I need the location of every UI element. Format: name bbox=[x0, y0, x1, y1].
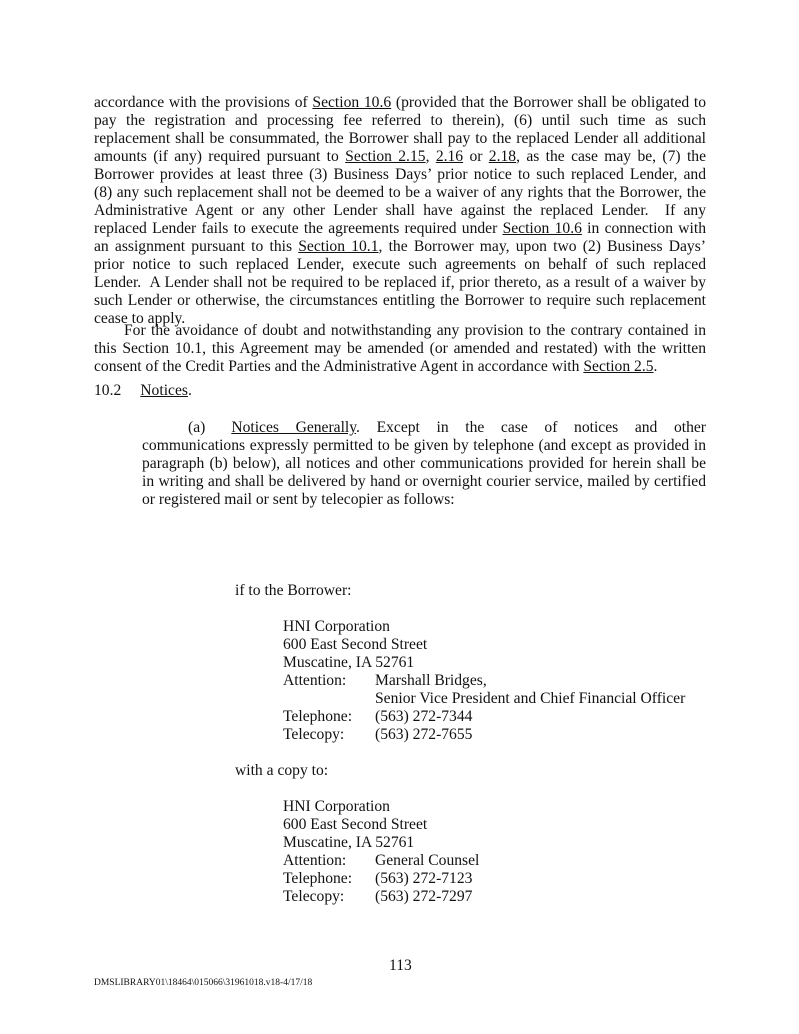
paragraph-text: Administrative Agent or any other Lender shall have against the replaced Lender. If any bbox=[94, 202, 706, 219]
paragraph-text: For the avoidance of doubt and notwithstanding any provision to the contrary contained in bbox=[124, 322, 706, 339]
paragraph-line bbox=[94, 130, 706, 148]
paragraph-text: , as the case may be, (7) the bbox=[516, 148, 706, 165]
telephone-label: Telephone: bbox=[283, 708, 353, 725]
paragraph-line bbox=[94, 274, 706, 292]
paragraph-line bbox=[94, 148, 706, 166]
paragraph-line bbox=[94, 322, 706, 340]
paragraph-text: , bbox=[425, 148, 436, 165]
paragraph-text: , the Borrower may, upon two (2) Business Days’ bbox=[378, 238, 706, 255]
telecopy-value: (563) 272-7297 bbox=[375, 888, 473, 905]
paragraph-line bbox=[94, 238, 706, 256]
paragraph-line bbox=[94, 292, 706, 310]
paragraph-text: or bbox=[463, 148, 489, 165]
paragraph-text: (8) any such replacement shall not be deemed to be a waiver of any rights that the Borrower, the bbox=[94, 184, 706, 201]
attention bbox=[283, 690, 685, 708]
paragraph-text: in connection with bbox=[581, 220, 707, 237]
paragraph-line bbox=[94, 220, 706, 238]
paragraph-text: in writing and shall be delivered by hand or overnight courier service, mailed by certified bbox=[142, 473, 706, 490]
paragraph-text: or registered mail or sent by telecopier as follows: bbox=[142, 491, 455, 508]
paragraph-label: (a) bbox=[188, 419, 206, 436]
telephone-value: (563) 272-7344 bbox=[375, 708, 473, 725]
attention bbox=[283, 852, 479, 870]
attention-label: Attention: bbox=[283, 672, 347, 689]
telecopy-label: Telecopy: bbox=[283, 888, 345, 905]
section-reference-link: Section 10.1 bbox=[298, 238, 379, 255]
paragraph-line bbox=[94, 166, 706, 184]
telephone-label: Telephone: bbox=[283, 870, 353, 887]
paragraph-line bbox=[94, 340, 706, 358]
document-id-footer: DMSLIBRARY01\18464\015066\31961018.v18-4/17/18 bbox=[94, 978, 313, 988]
paragraph-text: cease to apply. bbox=[94, 310, 186, 327]
section-reference-link: Section 10.6 bbox=[502, 220, 582, 237]
paragraph-amendment bbox=[94, 322, 706, 376]
paragraph-text: Borrower provides at least three (3) Business Days’ prior notice to such replaced Lender, and bbox=[94, 166, 706, 183]
telecopy bbox=[283, 888, 479, 906]
paragraph-line bbox=[94, 94, 706, 112]
paragraph-line bbox=[94, 184, 706, 202]
paragraph-line bbox=[142, 473, 706, 491]
copy-address-block bbox=[283, 798, 479, 906]
paragraph-text: replaced Lender fails to execute the agreements required under bbox=[94, 220, 503, 237]
telephone bbox=[283, 870, 479, 888]
attention-value: Senior Vice President and Chief Financial Officer bbox=[375, 690, 686, 707]
paragraph-text: communications expressly permitted to be given by telephone (and except as provided in bbox=[142, 437, 706, 454]
telecopy bbox=[283, 726, 685, 744]
address-line: HNI Corporation bbox=[283, 618, 390, 635]
section-title: Notices bbox=[140, 382, 188, 399]
borrower-address-block bbox=[283, 618, 685, 744]
address-line: HNI Corporation bbox=[283, 798, 390, 815]
paragraph-text: (provided that the Borrower shall be obligated to bbox=[391, 94, 706, 111]
paragraph-text: . bbox=[653, 358, 658, 375]
address-line: 600 East Second Street bbox=[283, 816, 428, 833]
section-reference-link: 2.18 bbox=[488, 148, 517, 165]
to-borrower-label: if to the Borrower: bbox=[235, 582, 352, 599]
attention-value: Marshall Bridges, bbox=[375, 672, 487, 689]
attention-value: General Counsel bbox=[375, 852, 480, 869]
telecopy-value: (563) 272-7655 bbox=[375, 726, 473, 743]
section-reference-link: Section 2.5 bbox=[583, 358, 654, 375]
page-number: 113 bbox=[389, 957, 412, 974]
section-title-period: . bbox=[187, 382, 192, 399]
paragraph-text: Lender. A Lender shall not be required to be replaced if, prior thereto, as a result of a waiver by bbox=[94, 274, 706, 291]
paragraph-line bbox=[94, 202, 706, 220]
paragraph-line bbox=[142, 455, 706, 473]
section-heading bbox=[94, 382, 192, 400]
attention bbox=[283, 672, 685, 690]
paragraph-text: consent of the Credit Parties and the Administrative Agent in accordance with bbox=[94, 358, 584, 375]
section-reference-link: 2.16 bbox=[435, 148, 464, 165]
paragraph-text: this Section 10.1, this Agreement may be amended (or amended and restated) with the written bbox=[94, 340, 706, 357]
paragraph-replacement-lender bbox=[94, 94, 706, 328]
telephone-value: (563) 272-7123 bbox=[375, 870, 473, 887]
section-reference-link: Section 10.6 bbox=[312, 94, 392, 111]
paragraph-text: paragraph (b) below), all notices and other communications provided for herein shall be bbox=[142, 455, 706, 472]
section-number: 10.2 bbox=[94, 382, 122, 399]
paragraph-text: prior notice to such replaced Lender, execute such agreements on behalf of such replaced bbox=[94, 256, 706, 273]
paragraph-text: accordance with the provisions of bbox=[94, 94, 313, 111]
copy-to-label: with a copy to: bbox=[235, 762, 329, 779]
paragraph-heading: Notices Generally bbox=[231, 419, 357, 436]
paragraph-text: amounts (if any) required pursuant to bbox=[94, 148, 346, 165]
paragraph-text: pay the registration and processing fee referred to therein), (6) until such time as such bbox=[94, 112, 706, 129]
paragraph-text: such Lender or otherwise, the circumstances entitling the Borrower to require such replacement bbox=[94, 292, 706, 309]
paragraph-line bbox=[142, 491, 706, 509]
address-line: Muscatine, IA 52761 bbox=[283, 834, 415, 851]
paragraph-notices-generally bbox=[142, 419, 706, 509]
paragraph-line bbox=[142, 419, 706, 437]
paragraph-line bbox=[94, 256, 706, 274]
paragraph-text: . Except in the case of notices and other bbox=[356, 419, 707, 436]
section-reference-link: Section 2.15 bbox=[345, 148, 426, 165]
attention-label: Attention: bbox=[283, 852, 347, 869]
paragraph-line bbox=[94, 358, 706, 376]
address-line: 600 East Second Street bbox=[283, 636, 428, 653]
paragraph-line bbox=[94, 112, 706, 130]
paragraph-text: an assignment pursuant to this bbox=[94, 238, 299, 255]
paragraph-text: replacement shall be consummated, the Borrower shall pay to the replaced Lender all additional bbox=[94, 130, 706, 147]
telecopy-label: Telecopy: bbox=[283, 726, 345, 743]
address-line: Muscatine, IA 52761 bbox=[283, 654, 415, 671]
telephone bbox=[283, 708, 685, 726]
paragraph-line bbox=[142, 437, 706, 455]
